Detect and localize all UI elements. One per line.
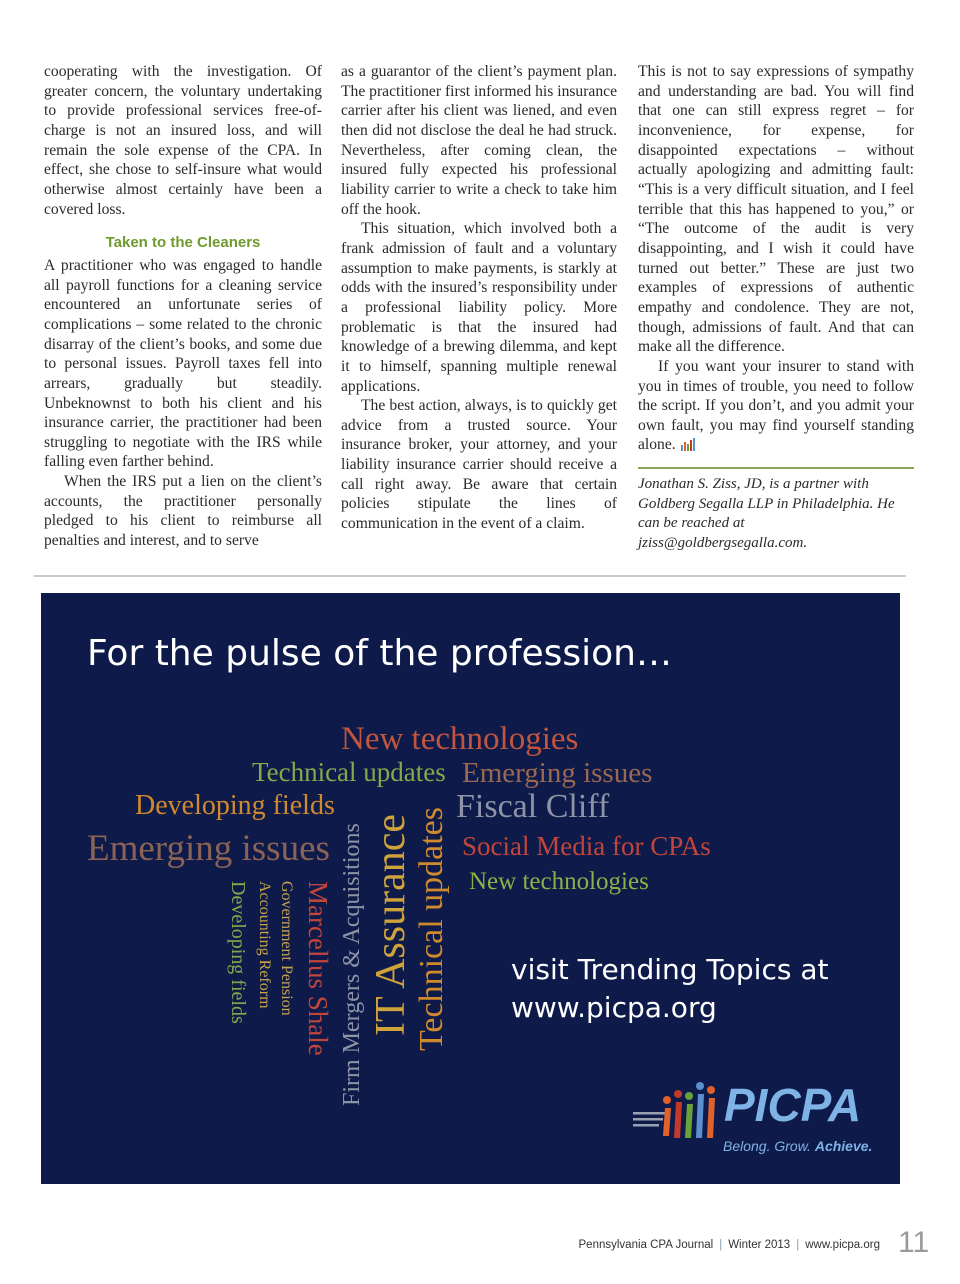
word-emerging-issues: Emerging issues — [462, 757, 653, 789]
paragraph: as a guarantor of the client’s payment plan. The practitioner first informed his insurance carrier after his client was liened, and even then did not disclose the deal he had struck. Nevertheless, after coming clean, the insured fully expected his professional liability carrier to write a check to take him off the hook. — [341, 63, 617, 218]
word-government-pension: Government Pension — [278, 881, 295, 1016]
cta-line-1: visit Trending Topics at — [511, 953, 829, 986]
paragraph: This situation, which involved both a frank admission of fault and a voluntary assumption to make payments, is starkly at odds with the insured’s responsibility under a professional liability policy. More problematic is that the insured had knowledge of a brewing dilemma, and kept it to himself, spanning multiple renewal applications. — [341, 220, 617, 395]
paragraph: A practitioner who was engaged to handle all payroll functions for a cleaning service encountered an unfortunate series of complications – some related to the chronic disarray of the client’s books, and some due to personal issues. Payroll taxes fell into arrears, gradually but steadily. Unbeknownst to both his client and his insurance carrier, the practitioner had been struggling to negotiate with the IRS while falling even farther behind. — [44, 256, 322, 471]
word-technical-updates: Technical updates — [252, 757, 446, 787]
bio-divider — [638, 467, 914, 469]
word-fiscal-cliff: Fiscal Cliff — [456, 788, 610, 825]
word-firm-mergers: Firm Mergers & Acquisitions — [339, 823, 365, 1106]
picpa-logo — [631, 1078, 891, 1163]
end-mark-icon — [680, 437, 698, 451]
footer-website-link[interactable]: www.picpa.org — [805, 1239, 880, 1251]
word-it-assurance: IT Assurance — [368, 814, 414, 1036]
author-bio: Jonathan S. Ziss, JD, is a partner with Goldberg Segalla LLP in Philadelphia. He can be reached at jziss@goldbergsegalla.com. — [638, 476, 895, 552]
paragraph-text: If you want your insurer to stand with you in times of trouble, you need to follow the script. If you don’t, and you admit your own fault, you may find yourself standing alone. — [638, 357, 914, 454]
journal-name: Pennsylvania CPA Journal — [578, 1239, 714, 1251]
footer-separator: | — [796, 1239, 800, 1251]
section-divider — [34, 575, 906, 577]
paragraph: When the IRS put a lien on the client’s accounts, the practitioner personally pledged to his client to reimburse all penalties and interest, and to serve — [44, 473, 322, 550]
page-number: 11 — [898, 1226, 930, 1259]
page-footer — [579, 1239, 880, 1251]
word-social-media: Social Media for CPAs — [462, 831, 711, 861]
paragraph: This is not to say expressions of sympathy and understanding are bad. You will find that one can still express regret – for inconvenience, for expense, for disappointed expectations – without actually apologizing and admitting fault: “This is a very difficult situation, and I feel terrible that this has happened to you,” or “The outcome of the audit is very disappointing, and I wish it could have turned out better.” These are just two examples of expressions of authentic empathy and condolence. They are not, though, admissions of fault. And that can make all the difference. — [638, 63, 914, 356]
tagline-emphasis: Achieve. — [814, 1138, 873, 1154]
section-subheading: Taken to the Cleaners — [105, 234, 261, 252]
call-to-action[interactable] — [511, 951, 828, 1027]
word-technical-updates-vertical: Technical updates — [413, 806, 450, 1051]
paragraph: cooperating with the investigation. Of greater concern, the voluntary undertaking to provide professional services free-of-charge is not an insured loss, and will remain the sole expense of the CPA. In effect, she chose to self-insure what would otherwise almost certainly have been a covered loss. — [44, 63, 322, 218]
cta-url-link[interactable]: www.picpa.org — [511, 991, 717, 1024]
word-developing-fields: Developing fields — [135, 790, 335, 821]
article-column-2 — [341, 62, 617, 534]
article-column-3 — [638, 62, 914, 554]
footer-separator: | — [719, 1239, 723, 1251]
word-emerging-issues-large: Emerging issues — [87, 828, 330, 869]
word-developing-fields-vertical: Developing fields — [227, 881, 249, 1024]
tagline-text: Belong. Grow. — [723, 1138, 815, 1154]
logo-wordmark: PICPA — [724, 1079, 862, 1131]
paragraph — [638, 357, 914, 455]
issue-date: Winter 2013 — [728, 1239, 791, 1251]
article-column-1 — [44, 62, 322, 551]
ad-headline: For the pulse of the profession… — [87, 633, 672, 674]
paragraph: The best action, always, is to quickly get advice from a trusted source. Your insurance broker, your attorney, and your liability insurance carrier should receive a call right away. Be aware that certain policies stipulate the lines of communication in the event of a claim. — [341, 397, 617, 533]
logo-tagline — [723, 1138, 872, 1154]
picpa-advertisement[interactable] — [41, 593, 900, 1184]
word-accounting-reform: Accounting Reform — [256, 881, 273, 1009]
picpa-people-icon — [631, 1078, 723, 1148]
word-new-technologies: New technologies — [341, 721, 579, 757]
word-marcellus-shale: Marcellus Shale — [303, 881, 333, 1056]
word-new-technologies-2: New technologies — [469, 868, 649, 895]
